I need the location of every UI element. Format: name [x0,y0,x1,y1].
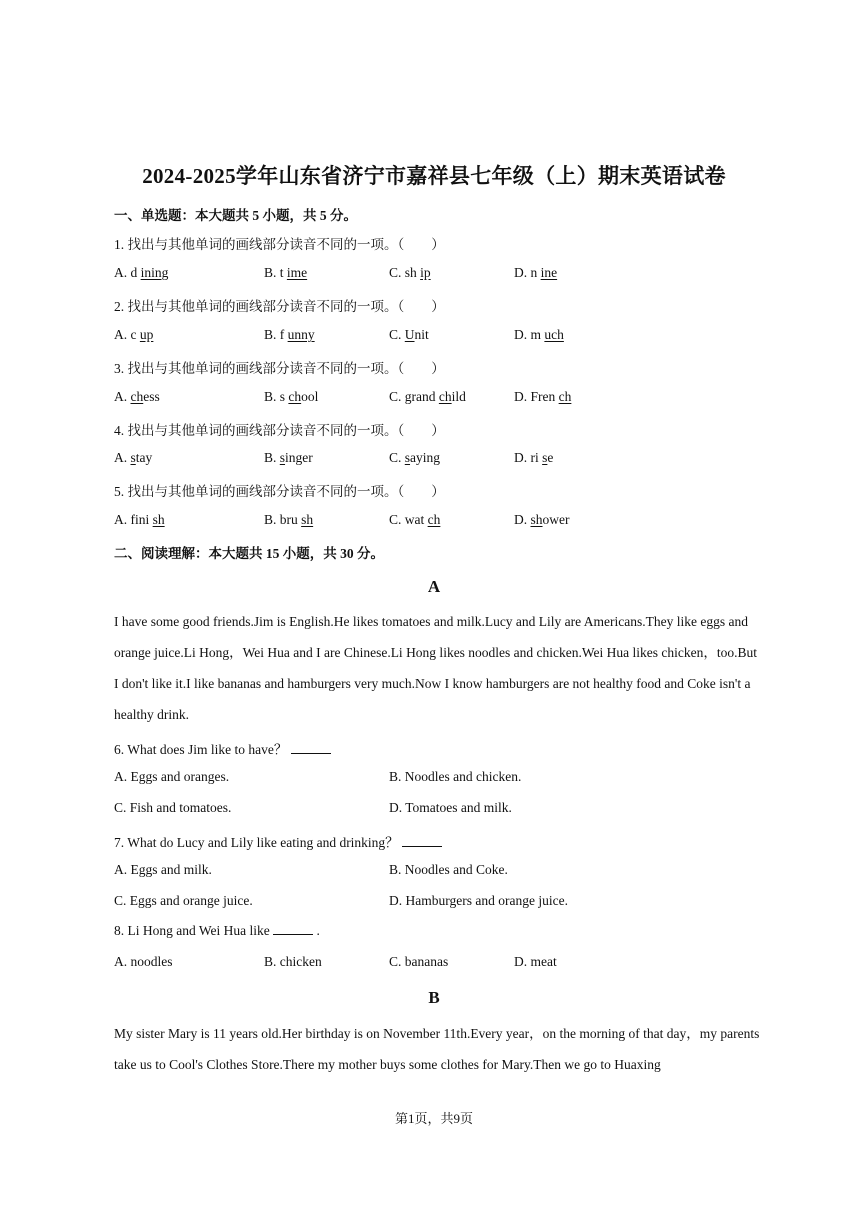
q5-option-a[interactable]: A. fini sh [114,512,165,527]
answer-blank[interactable] [273,924,313,935]
question-4-stem: 4. 找出与其他单词的画线部分读音不同的一项。（ ） [114,423,445,438]
q2-option-c[interactable]: C. Unit [389,327,429,342]
q8-option-d[interactable]: D. meat [514,954,557,969]
section-heading-single-choice: 一、单选题：本大题共 5 小题，共 5 分。 [114,208,357,223]
q7-option-d[interactable]: D. Hamburgers and orange juice. [389,893,568,908]
q2-option-b[interactable]: B. f unny [264,327,315,342]
question-7-stem: 7. What do Lucy and Lily like eating and drinking？ [114,831,442,851]
question-1-stem: 1. 找出与其他单词的画线部分读音不同的一项。（ ） [114,237,445,252]
q4-option-b[interactable]: B. singer [264,450,313,465]
q5-option-c[interactable]: C. wat ch [389,512,441,527]
passage-a-text: I have some good friends.Jim is English.He likes tomatoes and milk.Lucy and Lily are Americans.They like eggs and orange juice.Li Hong，Wei Hua and I are Chinese.Li Hong likes noodles and chicken.Wei Hua likes chicken，too.But I don't like it.I like bananas and hamburgers very much.Now I know hamburgers are not healthy food and Coke isn't a healthy drink. [114,614,758,722]
q8-option-a[interactable]: A. noodles [114,954,173,969]
q5-option-d[interactable]: D. shower [514,512,570,527]
page-footer: 第1页，共9页 [394,1111,473,1126]
q3-option-c[interactable]: C. grand child [389,389,466,404]
q1-option-b[interactable]: B. t ime [264,265,308,280]
q4-option-c[interactable]: C. saying [389,450,441,465]
q1-option-a[interactable]: A. d ining [114,265,169,280]
question-3-stem: 3. 找出与其他单词的画线部分读音不同的一项。（ ） [114,361,445,376]
page-title: 2024-2025学年山东省济宁市嘉祥县七年级（上）期末英语试卷 [142,164,726,188]
q8-option-c[interactable]: C. bananas [389,954,449,969]
q7-option-a[interactable]: A. Eggs and milk. [114,862,212,877]
q2-option-d[interactable]: D. m uch [514,327,564,342]
q1-option-d[interactable]: D. n ine [514,265,558,280]
q6-option-c[interactable]: C. Fish and tomatoes. [114,800,232,815]
q1-option-c[interactable]: C. sh ip [389,265,431,280]
passage-b-text: My sister Mary is 11 years old.Her birthday is on November 11th.Every year，on the morning of that day，my parents take us to Cool's Clothes Store.There my mother buys some clothes for Mary.Then we go to Huaxing [114,1026,760,1072]
passage-b-heading: B [428,988,440,1007]
q4-option-d[interactable]: D. ri se [514,450,554,465]
question-5-stem: 5. 找出与其他单词的画线部分读音不同的一项。（ ） [114,484,445,499]
q6-option-d[interactable]: D. Tomatoes and milk. [389,800,512,815]
question-2-stem: 2. 找出与其他单词的画线部分读音不同的一项。（ ） [114,299,445,314]
q6-option-b[interactable]: B. Noodles and chicken. [389,769,522,784]
question-8-stem: 8. Li Hong and Wei Hua like . [114,923,320,938]
answer-blank[interactable] [402,836,442,847]
q2-option-a[interactable]: A. c up [114,327,154,342]
q4-option-a[interactable]: A. stay [114,450,153,465]
q3-option-b[interactable]: B. s chool [264,389,319,404]
answer-blank[interactable] [291,743,331,754]
q8-option-b[interactable]: B. chicken [264,954,322,969]
section-heading-reading: 二、阅读理解：本大题共 15 小题，共 30 分。 [114,546,384,561]
passage-a-heading: A [427,577,441,596]
q3-option-a[interactable]: A. chess [114,389,160,404]
q7-option-c[interactable]: C. Eggs and orange juice. [114,893,253,908]
q7-option-b[interactable]: B. Noodles and Coke. [389,862,508,877]
question-6-stem: 6. What does Jim like to have？ [114,738,331,758]
q6-option-a[interactable]: A. Eggs and oranges. [114,769,230,784]
q3-option-d[interactable]: D. Fren ch [514,389,572,404]
q5-option-b[interactable]: B. bru sh [264,512,314,527]
